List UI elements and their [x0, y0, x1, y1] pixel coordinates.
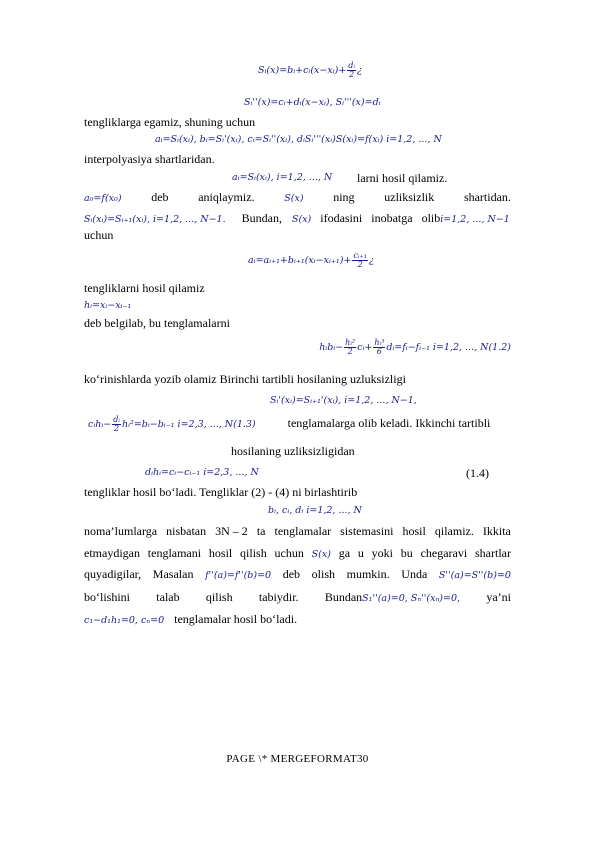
paragraph-text: larni hosil qilamiz. — [357, 171, 448, 185]
paragraph-line: Sᵢ(xᵢ)=Sᵢ₊₁(xᵢ), i=1,2, ..., N−1. Bundan, S(x) ifodasini inobatga olibi=1,2, ..., N−1 — [84, 211, 510, 225]
paragraph-text: ko‘rinishlarda yozib olamiz Birinchi tartibli hosilaning uzluksizligi — [84, 372, 406, 386]
equation-si: Sᵢ(x)=bᵢ+cᵢ(x−xᵢ)+ $\frac{\text{dᵢ}}{2}$ ¿ — [258, 61, 363, 79]
paragraph-text: tengliklarni hosil qilamiz — [84, 281, 205, 295]
equation-unknowns: bᵢ, cᵢ, dᵢ i=1,2, ..., N — [268, 505, 362, 516]
equation-interpolation: aᵢ=Sᵢ(xᵢ), i=1,2, ..., N — [232, 172, 333, 183]
paragraph-line: etmaydigan tenglamani hosil qilish uchun S(x) ga u yoki bu chegaravi shartlar — [84, 546, 511, 560]
paragraph-line: noma’lumlarga nisbatan 3N – 2 ta tenglamalar sistemasini hosil qilamiz. Ikkita — [84, 524, 511, 538]
paragraph-line: quyadigilar, Masalan f''(a)=f''(b)=0 deb olish mumkin. Unda S''(a)=S''(b)=0 — [84, 567, 511, 581]
equation-ai: aᵢ=aᵢ₊₁+bᵢ₊₁(xᵢ−xᵢ₊₁)+ $\frac{\text{cᵢ₊₁}}{2}$ ¿ — [248, 251, 375, 269]
paragraph-line: bo‘lishini talab qilish tabiydir. BundanS₁''(a)=0, Sₙ''(xₙ)=0, ya’ni — [84, 590, 511, 604]
equation-number: (1.4) — [466, 466, 489, 480]
equation-1-4: dᵢhᵢ=cᵢ−cᵢ₋₁ i=2,3, ..., N — [145, 467, 259, 478]
equation-derivative-continuity: Sᵢ'(xᵢ)=Sᵢ₊₁'(xᵢ), i=1,2, ..., N−1, — [270, 395, 417, 406]
equation-1-2: hᵢbᵢ− $\frac{\text{hᵢ²}}{2}$ cᵢ+ $\frac{\text{hᵢ³}}{6}$ dᵢ=fᵢ−fᵢ₋₁ i=1,2, ..., N(1.2) — [319, 338, 511, 356]
equation-derivatives: Sᵢ''(x)=cᵢ+dᵢ(x−xᵢ), Sᵢ'''(x)=dᵢ — [244, 97, 381, 108]
page-footer: PAGE \* MERGEFORMAT30 — [226, 753, 369, 765]
equation-coefficients: aᵢ=Sᵢ(xᵢ), bᵢ=Sᵢ'(xᵢ), cᵢ=Sᵢ''(xᵢ), dᵢSᵢ'''(xᵢ)S(xᵢ)=f(xᵢ) i=1,2, ..., N — [155, 134, 442, 145]
paragraph-line: c₁−d₁h₁=0, cₙ=0 tenglamalar hosil bo‘ladi. — [84, 612, 298, 626]
equation-hi: hᵢ=xᵢ−xᵢ₋₁ — [84, 300, 132, 311]
paragraph-line: cᵢhᵢ− $\frac{\text{dᵢ}}{2}$ hᵢ²=bᵢ−bᵢ₋₁ i=2,3, ..., N(1.3) tenglamalarga olib keladi. Ikkinchi tartibli — [88, 415, 491, 433]
paragraph-text: interpolyasiya shartlaridan. — [84, 152, 215, 166]
paragraph-text: hosilaning uzliksizligidan — [231, 444, 355, 458]
paragraph-text: uchun — [84, 228, 114, 242]
paragraph-text: tengliklar hosil bo‘ladi. Tengliklar (2) - (4) ni birlashtirib — [84, 485, 358, 499]
paragraph-line: a₀=f(x₀) deb aniqlaymiz. S(x) ning uzliksizlik shartidan. — [84, 190, 511, 204]
paragraph-text: tengliklarga egamiz, shuning uchun — [84, 115, 256, 129]
paragraph-text: deb belgilab, bu tenglamalarni — [84, 316, 230, 330]
